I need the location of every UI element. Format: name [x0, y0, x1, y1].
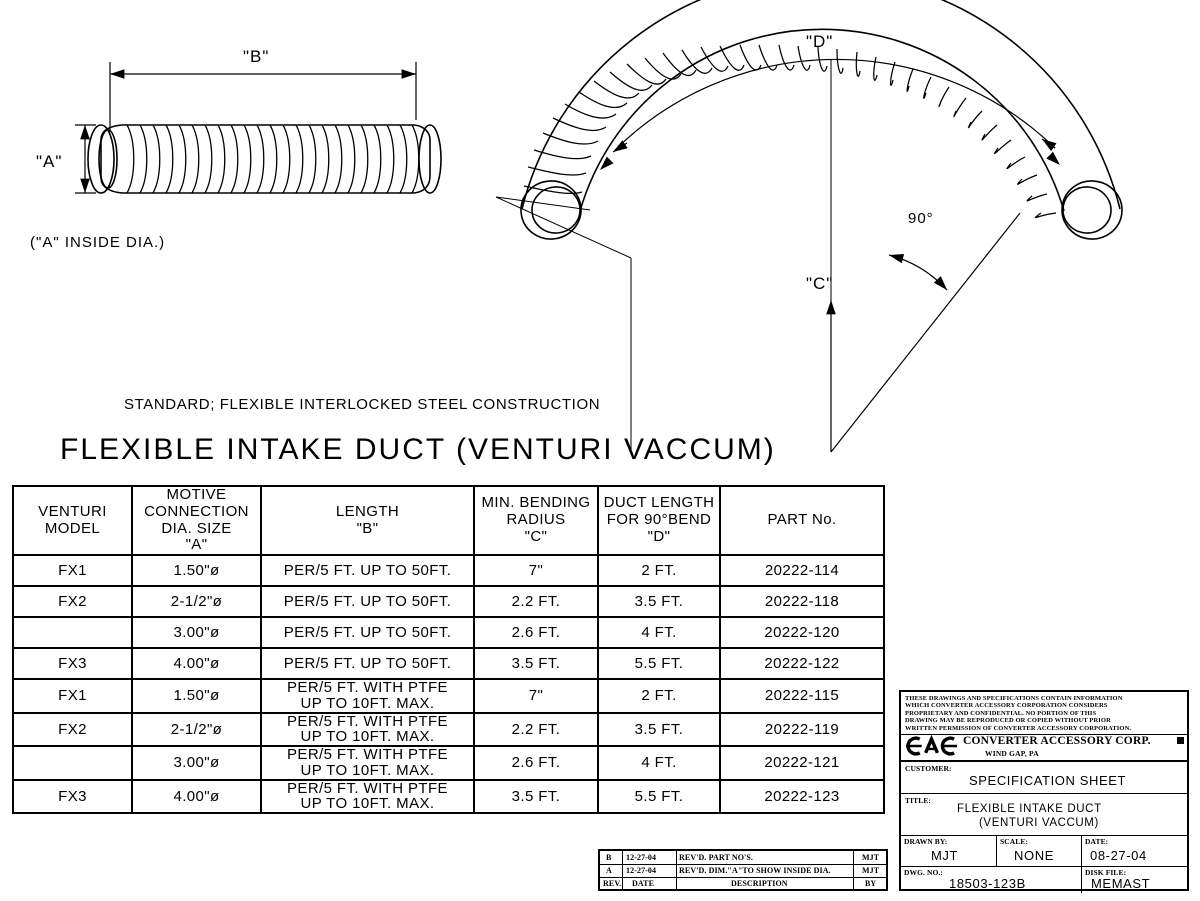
cell-length-l2: UP TO 10FT. MAX. [300, 728, 435, 746]
dimension-a [75, 125, 96, 193]
title-caption: TITLE: [905, 796, 932, 805]
cell-bend: 4 FT. [598, 617, 720, 648]
cell-dia: 2-1/2"ø [132, 713, 261, 747]
cell-part: 20222-119 [720, 713, 884, 747]
divider [853, 851, 854, 889]
header-length [261, 486, 474, 555]
divider [996, 836, 997, 867]
disk-file-value: MEMAST [1091, 876, 1151, 891]
cell-length [261, 780, 474, 814]
table-row [13, 679, 884, 713]
cell-length [261, 746, 474, 780]
cell-model: FX2 [13, 713, 132, 747]
cell-length [261, 713, 474, 747]
divider [600, 877, 886, 878]
cell-model [13, 746, 132, 780]
header-bend-l1: DUCT LENGTH [603, 494, 715, 512]
legal-notice [901, 692, 1187, 735]
rev-header-date: DATE [632, 879, 655, 888]
dwg-no-value: 18503-123B [949, 876, 1026, 891]
cell-length-l2: UP TO 10FT. MAX. [300, 761, 435, 779]
cell-radius: 2.2 FT. [474, 713, 598, 747]
drawn-by-value: MJT [931, 848, 959, 863]
cell-dia: 1.50"ø [132, 555, 261, 586]
cell-bend: 5.5 FT. [598, 780, 720, 814]
cell-part: 20222-120 [720, 617, 884, 648]
cell-radius: 2.6 FT. [474, 617, 598, 648]
cell-model: FX1 [13, 679, 132, 713]
header-venturi-model-l1: VENTURI [38, 502, 107, 520]
table-row [13, 648, 884, 679]
rev-a-description: REV'D. DIM."A"TO SHOW INSIDE DIA. [679, 866, 831, 875]
header-motive-l3: DIA. SIZE [161, 519, 232, 537]
drawn-by-caption: DRAWN BY: [904, 837, 948, 846]
cell-length [261, 617, 474, 648]
legal-line-3: PROPRIETARY AND CONFIDENTIAL. NO PORTION OF THIS [905, 709, 1097, 717]
cell-dia: 4.00"ø [132, 780, 261, 814]
cell-length [261, 679, 474, 713]
dimension-b [110, 62, 416, 132]
cell-length [261, 586, 474, 617]
header-motive-l1: MOTIVE [166, 486, 227, 503]
header-length-l2: "B" [356, 519, 379, 537]
cell-bend: 5.5 FT. [598, 648, 720, 679]
header-motive-l4: "A" [185, 536, 208, 554]
table-row [13, 780, 884, 814]
inside-dia-note: ("A" INSIDE DIA.) [30, 234, 166, 251]
cell-bend: 4 FT. [598, 746, 720, 780]
dimension-angle [831, 213, 1020, 452]
scale-value: NONE [1014, 848, 1054, 863]
page-title: FLEXIBLE INTAKE DUCT (VENTURI VACCUM) [60, 433, 776, 466]
date-caption: DATE: [1085, 837, 1109, 846]
company-city: WIND GAP, PA [985, 749, 1039, 758]
cell-length-l1: PER/5 FT. WITH PTFE [287, 746, 448, 764]
header-radius-l1: MIN. BENDING [481, 494, 591, 512]
angle-label: 90° [908, 210, 934, 227]
cell-model [13, 617, 132, 648]
cell-part: 20222-122 [720, 648, 884, 679]
title-value-line1: FLEXIBLE INTAKE DUCT [957, 803, 1102, 815]
revision-block [598, 849, 888, 891]
cell-length-l1: PER/5 FT. UP TO 50FT. [283, 561, 452, 579]
rev-b-description: REV'D. PART NO'S. [679, 853, 754, 862]
customer-value: SPECIFICATION SHEET [969, 773, 1127, 788]
header-radius-l2: RADIUS [506, 511, 566, 529]
rev-header-rev: REV. [603, 879, 622, 888]
disk-file-caption: DISK FILE: [1085, 868, 1127, 877]
dimension-d-label: "D" [806, 32, 834, 51]
specification-table [12, 485, 885, 814]
cell-model: FX3 [13, 780, 132, 814]
header-duct-length-bend [598, 486, 720, 555]
dimension-a-label: "A" [36, 152, 63, 171]
customer-caption: CUSTOMER: [905, 764, 952, 773]
rev-a-letter: A [606, 866, 612, 875]
divider [1081, 836, 1082, 867]
table-header-row [13, 486, 884, 555]
cell-dia: 3.00"ø [132, 617, 261, 648]
header-motive-connection [132, 486, 261, 555]
cell-radius: 3.5 FT. [474, 780, 598, 814]
dimension-b-label: "B" [243, 47, 270, 66]
cell-model: FX1 [13, 555, 132, 586]
cell-part: 20222-115 [720, 679, 884, 713]
cell-radius: 3.5 FT. [474, 648, 598, 679]
cell-length-l1: PER/5 FT. WITH PTFE [287, 712, 448, 730]
cell-length-l1: PER/5 FT. UP TO 50FT. [283, 592, 452, 610]
cell-length-l1: PER/5 FT. WITH PTFE [287, 679, 448, 697]
rev-b-by: MJT [862, 853, 880, 862]
legal-line-1: THESE DRAWINGS AND SPECIFICATIONS CONTAIN INFORMATION [905, 695, 1123, 702]
divider [1081, 867, 1082, 893]
cell-length [261, 648, 474, 679]
cell-length-l1: PER/5 FT. WITH PTFE [287, 779, 448, 797]
title-block [899, 690, 1189, 891]
rev-a-date: 12-27-04 [626, 866, 657, 875]
cell-model: FX3 [13, 648, 132, 679]
header-venturi-model [13, 486, 132, 555]
cell-length-l2: UP TO 10FT. MAX. [300, 694, 435, 712]
table-row [13, 713, 884, 747]
cell-part: 20222-118 [720, 586, 884, 617]
header-motive-l2: CONNECTION [144, 502, 249, 520]
cell-dia: 1.50"ø [132, 679, 261, 713]
registered-mark-icon [1177, 737, 1184, 744]
cell-bend: 2 FT. [598, 555, 720, 586]
cell-bend: 2 FT. [598, 679, 720, 713]
rev-b-letter: B [606, 853, 612, 862]
cell-model: FX2 [13, 586, 132, 617]
legal-line-5: WRITTEN PERMISSION OF CONVERTER ACCESSORY CORPORATION. [905, 724, 1132, 732]
cell-part: 20222-114 [720, 555, 884, 586]
cac-logo-icon [905, 734, 959, 758]
cell-radius: 7" [474, 555, 598, 586]
header-radius-l3: "C" [524, 527, 548, 545]
bend-center-lines [496, 60, 834, 452]
company-row [901, 732, 1187, 762]
rev-header-description: DESCRIPTION [731, 879, 788, 888]
divider [622, 851, 623, 889]
title-value-line2: (VENTURI VACCUM) [979, 817, 1099, 829]
header-part-no: PART No. [720, 486, 884, 555]
rev-b-date: 12-27-04 [626, 853, 657, 862]
customer-row [901, 762, 1187, 794]
header-venturi-model-l2: MODEL [44, 519, 101, 537]
construction-note: STANDARD; FLEXIBLE INTERLOCKED STEEL CONSTRUCTION [124, 396, 601, 413]
cell-radius: 2.2 FT. [474, 586, 598, 617]
divider [600, 864, 886, 865]
legal-line-2: WHICH CONVERTER ACCESSORY CORPORATION CONSIDERS [905, 702, 1108, 710]
cell-bend: 3.5 FT. [598, 586, 720, 617]
straight-duct-illustration [88, 125, 441, 193]
cell-length-l1: PER/5 FT. UP TO 50FT. [283, 623, 452, 641]
header-bend-l3: "D" [647, 527, 671, 545]
table-row [13, 746, 884, 780]
header-length-l1: LENGTH [335, 502, 400, 520]
scale-caption: SCALE: [1000, 837, 1029, 846]
table-row [13, 586, 884, 617]
divider [676, 851, 677, 889]
cell-length [261, 555, 474, 586]
drawing-title-row [901, 794, 1187, 836]
cell-radius: 2.6 FT. [474, 746, 598, 780]
cell-bend: 3.5 FT. [598, 713, 720, 747]
cell-part: 20222-121 [720, 746, 884, 780]
cell-radius: 7" [474, 679, 598, 713]
drawn-scale-date-row [901, 836, 1187, 867]
dimension-d [600, 59, 1060, 170]
dwg-no-caption: DWG. NO.: [904, 868, 944, 877]
cell-dia: 4.00"ø [132, 648, 261, 679]
dimension-c-label: "C" [806, 274, 834, 293]
cell-length-l2: UP TO 10FT. MAX. [300, 795, 435, 813]
table-row [13, 617, 884, 648]
date-value: 08-27-04 [1090, 848, 1147, 863]
header-bending-radius [474, 486, 598, 555]
cell-length-l1: PER/5 FT. UP TO 50FT. [283, 654, 452, 672]
cell-part: 20222-123 [720, 780, 884, 814]
legal-line-4: DRAWING MAY BE REPRODUCED OR COPIED WITHOUT PRIOR [905, 717, 1111, 725]
table-row [13, 555, 884, 586]
cell-dia: 2-1/2"ø [132, 586, 261, 617]
rev-a-by: MJT [862, 866, 880, 875]
rev-header-by: BY [865, 879, 877, 888]
company-name: CONVERTER ACCESSORY CORP. [963, 735, 1151, 747]
dwg-disk-row [901, 867, 1187, 893]
header-bend-l2: FOR 90°BEND [606, 511, 712, 529]
cell-dia: 3.00"ø [132, 746, 261, 780]
